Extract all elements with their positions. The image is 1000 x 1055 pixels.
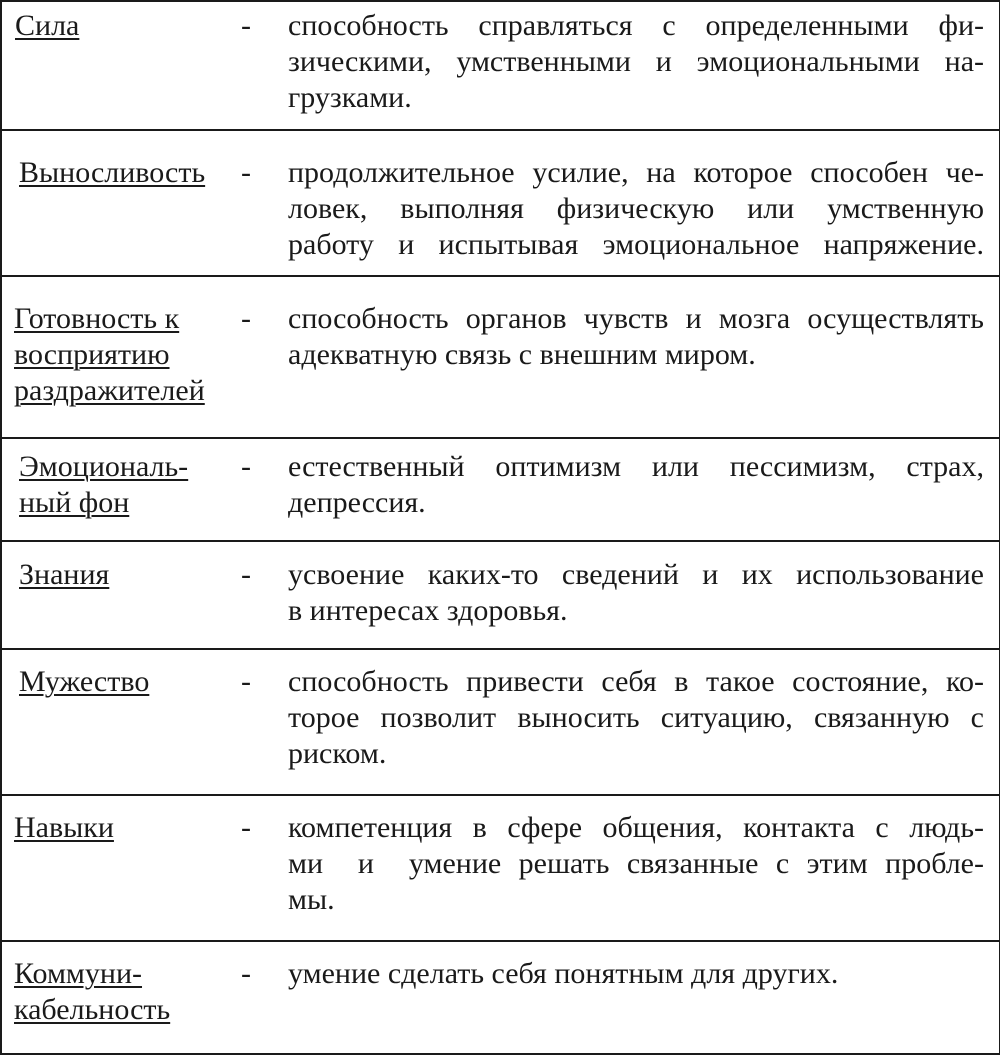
dash-separator: - (241, 156, 251, 189)
table-row (2, 540, 999, 648)
definition-line: депрессия. (288, 486, 426, 519)
term-cell (14, 301, 234, 409)
term-cell (19, 449, 239, 521)
term-line: Эмоциональ- (19, 450, 189, 483)
term-line: Мужество (19, 665, 150, 698)
definition-line: компетенция в сфере общения, контакта с людь- (288, 811, 984, 844)
table-row (2, 648, 999, 794)
definition-line: способность привести себя в такое состояние, ко- (288, 665, 984, 698)
table-row (2, 2, 999, 129)
definition-cell (288, 8, 984, 116)
definition-line: работу и испытывая эмоциональное напряжение. (288, 228, 984, 261)
table-row (2, 794, 999, 940)
term-line: восприятию (14, 338, 170, 371)
definition-line: ми и умение решать связанные с этим пробле- (288, 847, 984, 880)
definition-line: естественный оптимизм или пессимизм, страх, (288, 450, 984, 483)
table-row (2, 129, 999, 275)
definition-line: способность справляться с определенными фи- (288, 9, 984, 42)
definition-cell (288, 810, 984, 918)
table-row (2, 940, 999, 1053)
definition-line: риском. (288, 737, 387, 770)
definition-line: торое позволит выносить ситуацию, связанную с (288, 701, 984, 734)
dash-separator: - (241, 302, 251, 335)
term-cell (14, 810, 234, 846)
definition-line: грузками. (288, 81, 412, 114)
definition-line: адекватную связь с внешним миром. (288, 338, 756, 371)
term-line: Выносливость (19, 156, 206, 189)
definition-cell (288, 557, 984, 629)
definition-line: умение сделать себя понятным для других. (288, 957, 839, 990)
definition-line: зическими, умственными и эмоциональными на- (288, 45, 984, 78)
dash-separator: - (241, 450, 251, 483)
definition-line: способность органов чувств и мозга осуществлять (288, 302, 984, 335)
term-line: Знания (19, 558, 110, 591)
term-line: Коммуни- (14, 957, 143, 990)
definition-cell (288, 664, 984, 772)
definition-line: усвоение каких-то сведений и их использование (288, 558, 984, 591)
term-line: Навыки (14, 811, 114, 844)
definition-line: в интересах здоровья. (288, 594, 568, 627)
definition-line: ловек, выполняя физическую или умственную (288, 192, 984, 225)
dash-separator: - (241, 9, 251, 42)
dash-separator: - (241, 665, 251, 698)
term-line: раздражителей (14, 374, 205, 407)
definition-cell (288, 449, 984, 521)
definition-line: мы. (288, 883, 335, 916)
term-line: кабельность (14, 993, 171, 1026)
term-line: Сила (15, 9, 80, 42)
term-cell (14, 956, 234, 1028)
term-cell (19, 557, 239, 593)
term-line: ный фон (19, 486, 130, 519)
term-cell (15, 8, 235, 44)
term-cell (19, 155, 239, 191)
definition-line: продолжительное усилие, на которое способен че- (288, 156, 984, 189)
definition-cell (288, 956, 984, 992)
definition-cell (288, 155, 984, 263)
table-row (2, 275, 999, 437)
term-cell (19, 664, 239, 700)
table-row (2, 437, 999, 540)
dash-separator: - (241, 957, 251, 990)
dash-separator: - (241, 811, 251, 844)
term-line: Готовность к (14, 302, 180, 335)
definition-cell (288, 301, 984, 373)
dash-separator: - (241, 558, 251, 591)
